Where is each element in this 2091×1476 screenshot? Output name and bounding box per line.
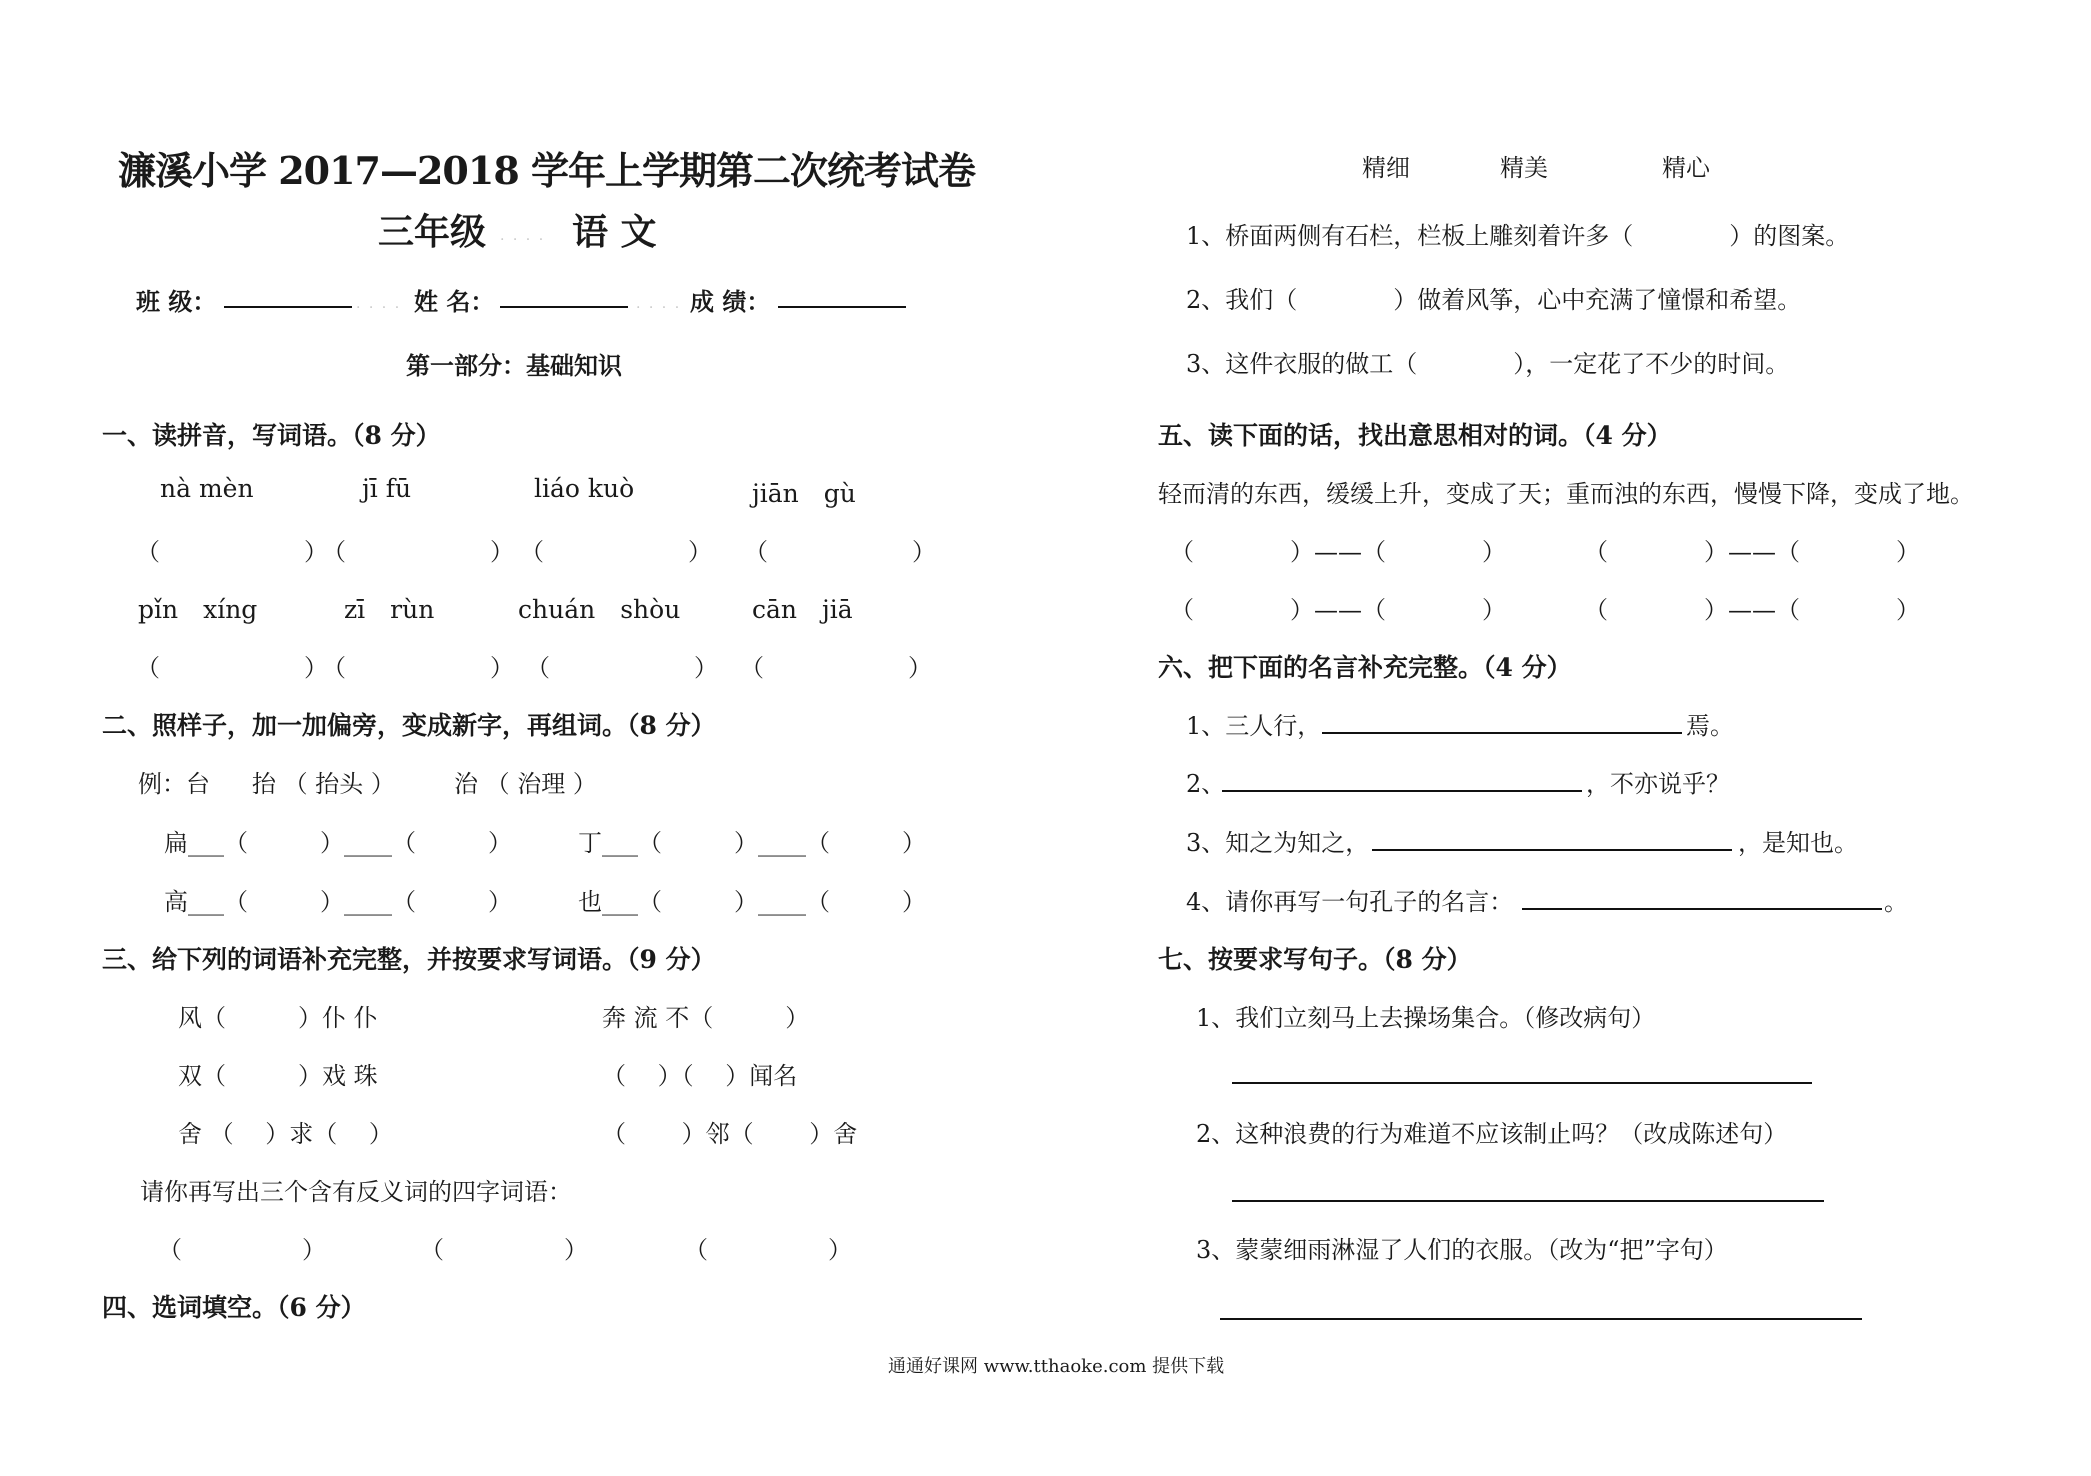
exam-title: 濂溪小学 2017—2018 学年上学期第二次统考试卷	[118, 148, 975, 193]
quote-prefix: 4、请你再写一句孔子的名言：	[1186, 888, 1514, 916]
footer-source: 通通好课网 www.tthaoke.com 提供下载	[888, 1356, 1225, 1377]
answer-paren[interactable]: （ ）	[322, 538, 514, 566]
section-2-heading: 二、照样子，加一加偏旁，变成新字，再组词。（8 分）	[102, 711, 716, 740]
idiom-item[interactable]: （ ）邻（ ）舍	[602, 1120, 858, 1148]
idiom-item[interactable]: 风（ ）仆 仆	[178, 1004, 378, 1032]
fill-question[interactable]: 1、桥面两侧有石栏，栏板上雕刻着许多（ ）的图案。	[1186, 222, 1850, 250]
part-heading: 第一部分：基础知识	[406, 351, 622, 380]
word-choice: 精心	[1662, 154, 1710, 182]
antonym-prompt: 请你再写出三个含有反义词的四字词语：	[140, 1178, 572, 1206]
quote-suffix: 。	[1884, 888, 1908, 916]
radical-row[interactable]: 也___（ ）____（ ）	[578, 888, 926, 916]
word-choice: 精细	[1362, 154, 1410, 182]
pinyin-item: jī fū	[362, 474, 412, 503]
sentence-task: 2、这种浪费的行为难道不应该制止吗？（改成陈述句）	[1196, 1120, 1788, 1148]
reading-text: 轻而清的东西，缓缓上升，变成了天；重而浊的东西，慢慢下降，变成了地。	[1158, 480, 1974, 508]
section-4-heading: 四、选词填空。（6 分）	[102, 1293, 366, 1322]
answer-paren[interactable]: （ ）	[744, 538, 936, 566]
antonym-pair[interactable]: （ ）——（ ）	[1170, 538, 1506, 566]
idiom-item[interactable]: 舍 （ ）求（ ）	[178, 1120, 393, 1148]
quote-suffix: ，不亦说乎？	[1586, 770, 1730, 798]
name-field[interactable]	[500, 306, 628, 308]
word-choice: 精美	[1500, 154, 1548, 182]
pinyin-item: jiān gù	[752, 479, 856, 508]
answer-paren[interactable]: （ ）	[322, 654, 514, 682]
section-5-heading: 五、读下面的话，找出意思相对的词。（4 分）	[1158, 421, 1672, 450]
section-1-heading: 一、读拼音，写词语。（8 分）	[102, 421, 441, 450]
antonym-pair[interactable]: （ ）——（ ）	[1584, 596, 1920, 624]
dots-decoration: . . . .	[356, 296, 402, 312]
quote-prefix: 2、	[1186, 770, 1226, 798]
antonym-pair[interactable]: （ ）——（ ）	[1584, 538, 1920, 566]
sentence-task: 3、蒙蒙细雨淋湿了人们的衣服。（改为“把”字句）	[1196, 1236, 1728, 1264]
section-6-heading: 六、把下面的名言补充完整。（4 分）	[1158, 653, 1572, 682]
fill-question[interactable]: 3、这件衣服的做工（ ），一定花了不少的时间。	[1186, 350, 1790, 378]
section-3-heading: 三、给下列的词语补充完整，并按要求写词语。（9 分）	[102, 945, 716, 974]
answer-paren[interactable]: （ ）	[158, 1236, 326, 1264]
section-7-heading: 七、按要求写句子。（8 分）	[1158, 945, 1472, 974]
score-field[interactable]	[778, 306, 906, 308]
quote-blank[interactable]	[1222, 790, 1582, 792]
score-label: 成 绩：	[690, 287, 771, 316]
pinyin-item: liáo kuò	[534, 474, 635, 503]
answer-paren[interactable]: （ ）	[136, 654, 328, 682]
quote-blank[interactable]	[1522, 908, 1882, 910]
pinyin-item: chuán shòu	[518, 595, 681, 624]
idiom-item[interactable]: 双（ ）戏 珠	[178, 1062, 378, 1090]
answer-line[interactable]	[1232, 1082, 1812, 1084]
pinyin-item: pǐn xíng	[138, 595, 258, 624]
quote-prefix: 3、知之为知之，	[1186, 829, 1370, 857]
grade-label: 三年级	[378, 211, 487, 253]
fill-question[interactable]: 2、我们（ ）做着风筝，心中充满了憧憬和希望。	[1186, 286, 1802, 314]
pinyin-item: zī rùn	[344, 595, 435, 624]
dots-decoration: . . . .	[500, 228, 546, 244]
quote-blank[interactable]	[1322, 732, 1682, 734]
name-label: 姓 名：	[414, 287, 495, 316]
example-item: 例：台	[138, 770, 210, 798]
subject-label: 语 文	[572, 211, 657, 253]
example-item: 治 （ 治理 ）	[454, 770, 597, 798]
radical-row[interactable]: 高___（ ）____（ ）	[164, 888, 512, 916]
idiom-item[interactable]: 奔 流 不（ ）	[602, 1004, 810, 1032]
quote-suffix: 焉。	[1686, 712, 1734, 740]
class-field[interactable]	[224, 306, 352, 308]
radical-row[interactable]: 扁___（ ）____（ ）	[164, 829, 512, 857]
answer-line[interactable]	[1232, 1200, 1824, 1202]
answer-paren[interactable]: （ ）	[520, 538, 712, 566]
answer-paren[interactable]: （ ）	[420, 1236, 588, 1264]
radical-row[interactable]: 丁___（ ）____（ ）	[578, 829, 926, 857]
example-item: 抬 （ 抬头 ）	[252, 770, 395, 798]
dots-decoration: . . . .	[636, 296, 682, 312]
pinyin-item: cān jiā	[752, 595, 853, 624]
idiom-item[interactable]: （ ）（ ）闻名	[602, 1062, 798, 1090]
quote-blank[interactable]	[1372, 849, 1732, 851]
class-label: 班 级：	[136, 287, 217, 316]
answer-paren[interactable]: （ ）	[740, 654, 932, 682]
quote-suffix: ，是知也。	[1738, 829, 1858, 857]
answer-line[interactable]	[1220, 1318, 1862, 1320]
answer-paren[interactable]: （ ）	[136, 538, 328, 566]
sentence-task: 1、我们立刻马上去操场集合。（修改病句）	[1196, 1004, 1656, 1032]
answer-paren[interactable]: （ ）	[684, 1236, 852, 1264]
pinyin-item: nà mèn	[160, 474, 254, 503]
antonym-pair[interactable]: （ ）——（ ）	[1170, 596, 1506, 624]
answer-paren[interactable]: （ ）	[526, 654, 718, 682]
quote-prefix: 1、三人行，	[1186, 712, 1322, 740]
